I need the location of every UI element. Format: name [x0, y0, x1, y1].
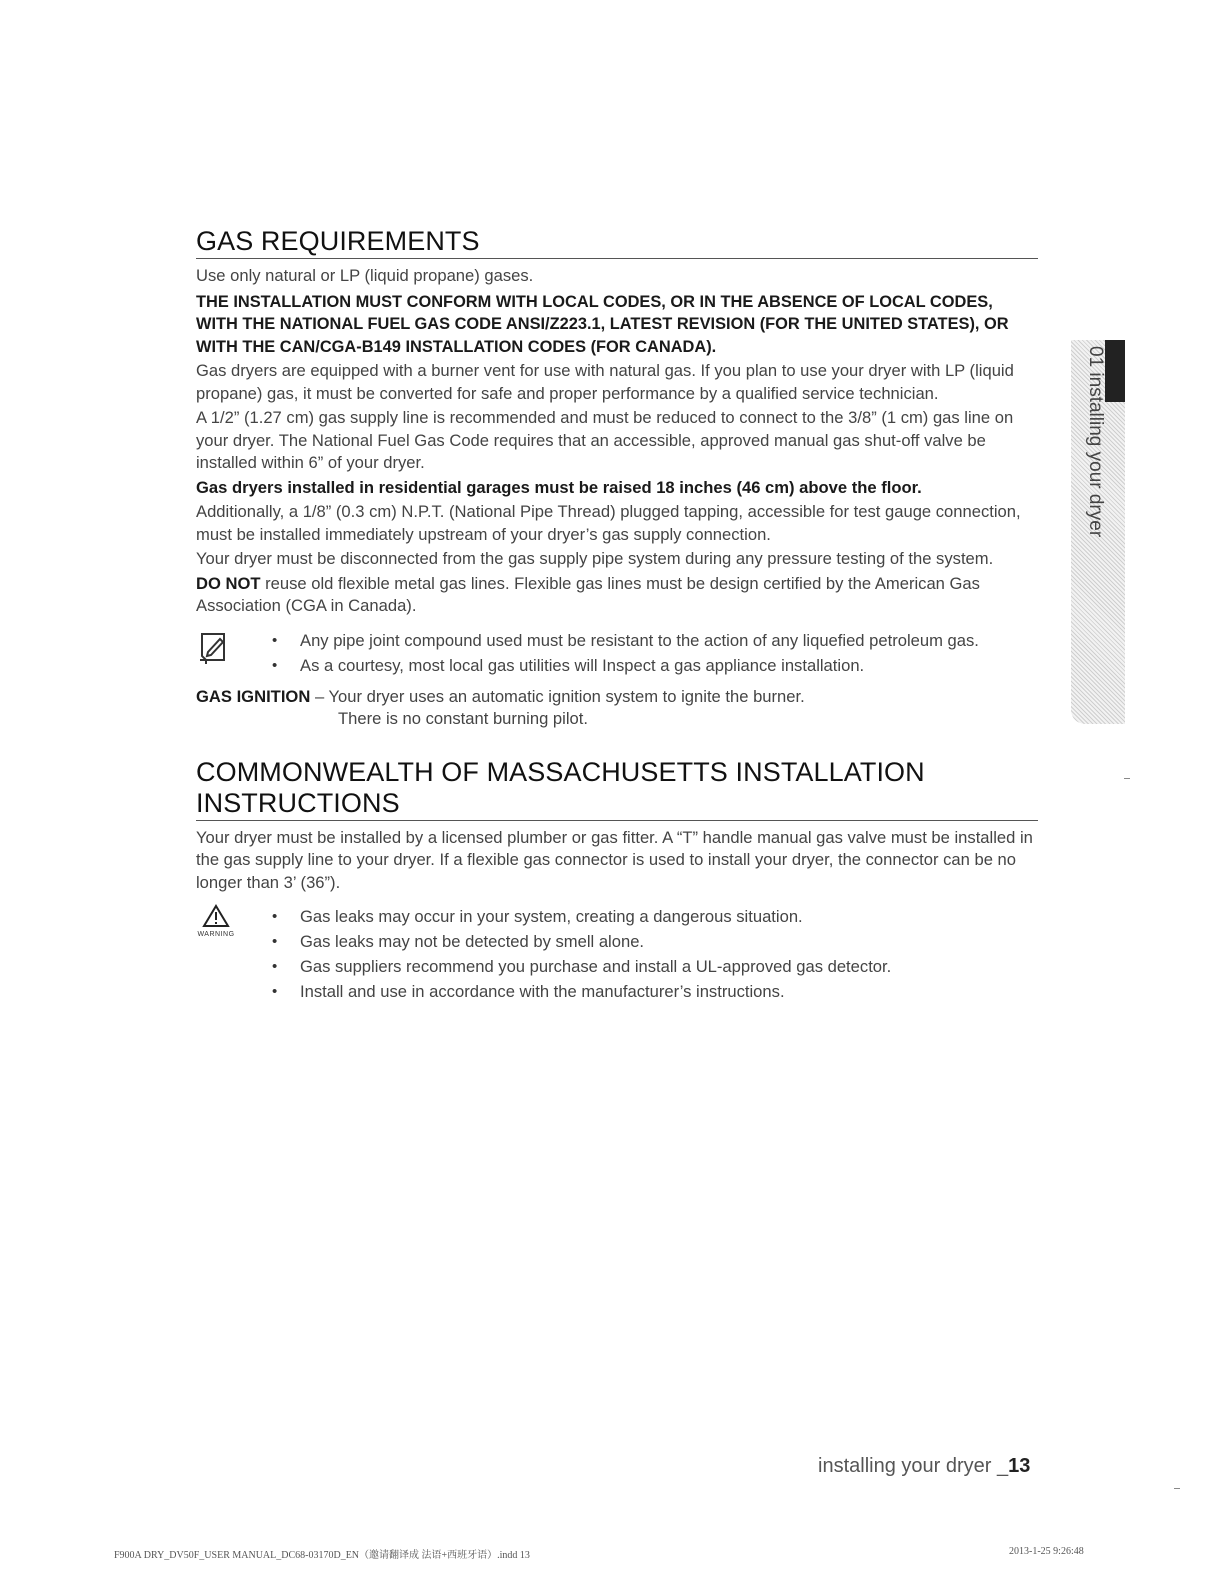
massachusetts-heading — [196, 757, 1038, 821]
side-tab-label: 01 installing your dryer — [1085, 346, 1106, 538]
page-section-label: installing your dryer _ — [818, 1455, 1009, 1477]
note-item: • Any pipe joint compound used must be resistant to the action of any liquefied petroleum gas. — [264, 628, 979, 653]
note-pencil-icon — [196, 630, 232, 666]
gas-requirements-heading: GAS REQUIREMENTS — [196, 226, 1038, 259]
gas-paragraph: A 1/2” (1.27 cm) gas supply line is recommended and must be reduced to connect to the 3/8” (1 cm) gas line on your dryer. The National Fuel Gas Code requires that an accessible, approved manual gas shut-off valve be installed within 6” of your dryer. — [196, 408, 1014, 472]
page-number: 13 — [1008, 1455, 1031, 1477]
warning-list — [236, 904, 891, 1004]
gas-ignition-text: – Your dryer uses an automatic ignition system to ignite the burner. — [310, 686, 805, 706]
warning-item: • Install and use in accordance with the manufacturer’s instructions. — [264, 979, 891, 1004]
warning-triangle-icon — [202, 904, 230, 928]
do-not-text: reuse old flexible metal gas lines. Flexible gas lines must be design certified by the American Gas Association (CGA in Canada). — [196, 573, 980, 615]
warning-label: WARNING — [197, 931, 235, 938]
massachusetts-heading-line-1: COMMONWEALTH OF MASSACHUSETTS INSTALLATION — [196, 756, 925, 787]
gas-paragraph — [196, 573, 1038, 618]
code-compliance-notice: THE INSTALLATION MUST CONFORM WITH LOCAL CODES, OR IN THE ABSENCE OF LOCAL CODES, WITH THE NATIONAL FUEL GAS CODE ANSI/Z223.1, LATEST REVISION (FOR THE UNITED STATES), OR WITH THE CAN/CGA-B149 INSTALLATION CODES (FOR CANADA). — [196, 292, 1009, 356]
note-block — [196, 628, 1038, 678]
massachusetts-heading-line-2: INSTRUCTIONS — [196, 787, 400, 818]
warning-icon-block — [196, 904, 236, 1004]
page-content — [196, 226, 1038, 1004]
warning-item: • Gas suppliers recommend you purchase and install a UL-approved gas detector. — [264, 954, 891, 979]
gas-paragraph: Gas dryers are equipped with a burner vent for use with natural gas. If you plan to use your dryer with LP (liquid propane) gas, it must be converted for safe and proper performance by a qualified service technician. — [196, 361, 1014, 403]
crop-mark — [1174, 1488, 1180, 1489]
gas-paragraph: Your dryer must be disconnected from the gas supply pipe system during any pressure testing of the system. — [196, 549, 994, 568]
massachusetts-paragraph: Your dryer must be installed by a licensed plumber or gas fitter. A “T” handle manual gas valve must be installed in the gas supply line to your dryer. If a flexible gas connector is used to install your dryer, the connector can be no longer than 3’ (36”). — [196, 827, 1033, 892]
gas-paragraph: Use only natural or LP (liquid propane) gases. — [196, 266, 534, 285]
gas-paragraph: Additionally, a 1/8” (0.3 cm) N.P.T. (National Pipe Thread) plugged tapping, accessible for test gauge connection, must be installed immediately upstream of your dryer’s gas supply connection. — [196, 502, 1021, 544]
note-list — [232, 628, 979, 678]
warning-item: • Gas leaks may not be detected by smell alone. — [264, 929, 891, 954]
warning-block — [196, 904, 1038, 1004]
print-file-footer: F900A DRY_DV50F_USER MANUAL_DC68-03170D_EN（邀请翻译成 法语+西班牙语）.indd 13 — [114, 1550, 530, 1561]
side-tab-marker — [1105, 340, 1125, 402]
do-not-label: DO NOT — [196, 573, 261, 593]
page-number-footer — [818, 1455, 1030, 1478]
crop-mark — [1124, 778, 1130, 779]
gas-ignition — [196, 686, 1038, 709]
print-timestamp: 2013-1-25 9:26:48 — [1009, 1546, 1084, 1557]
gas-ignition-text-2: There is no constant burning pilot. — [338, 709, 588, 728]
garage-requirement: Gas dryers installed in residential garages must be raised 18 inches (46 cm) above the floor. — [196, 477, 922, 497]
gas-ignition-label: GAS IGNITION — [196, 686, 311, 706]
warning-item: • Gas leaks may occur in your system, creating a dangerous situation. — [264, 904, 891, 929]
note-item: • As a courtesy, most local gas utilities will Inspect a gas appliance installation. — [264, 653, 979, 678]
